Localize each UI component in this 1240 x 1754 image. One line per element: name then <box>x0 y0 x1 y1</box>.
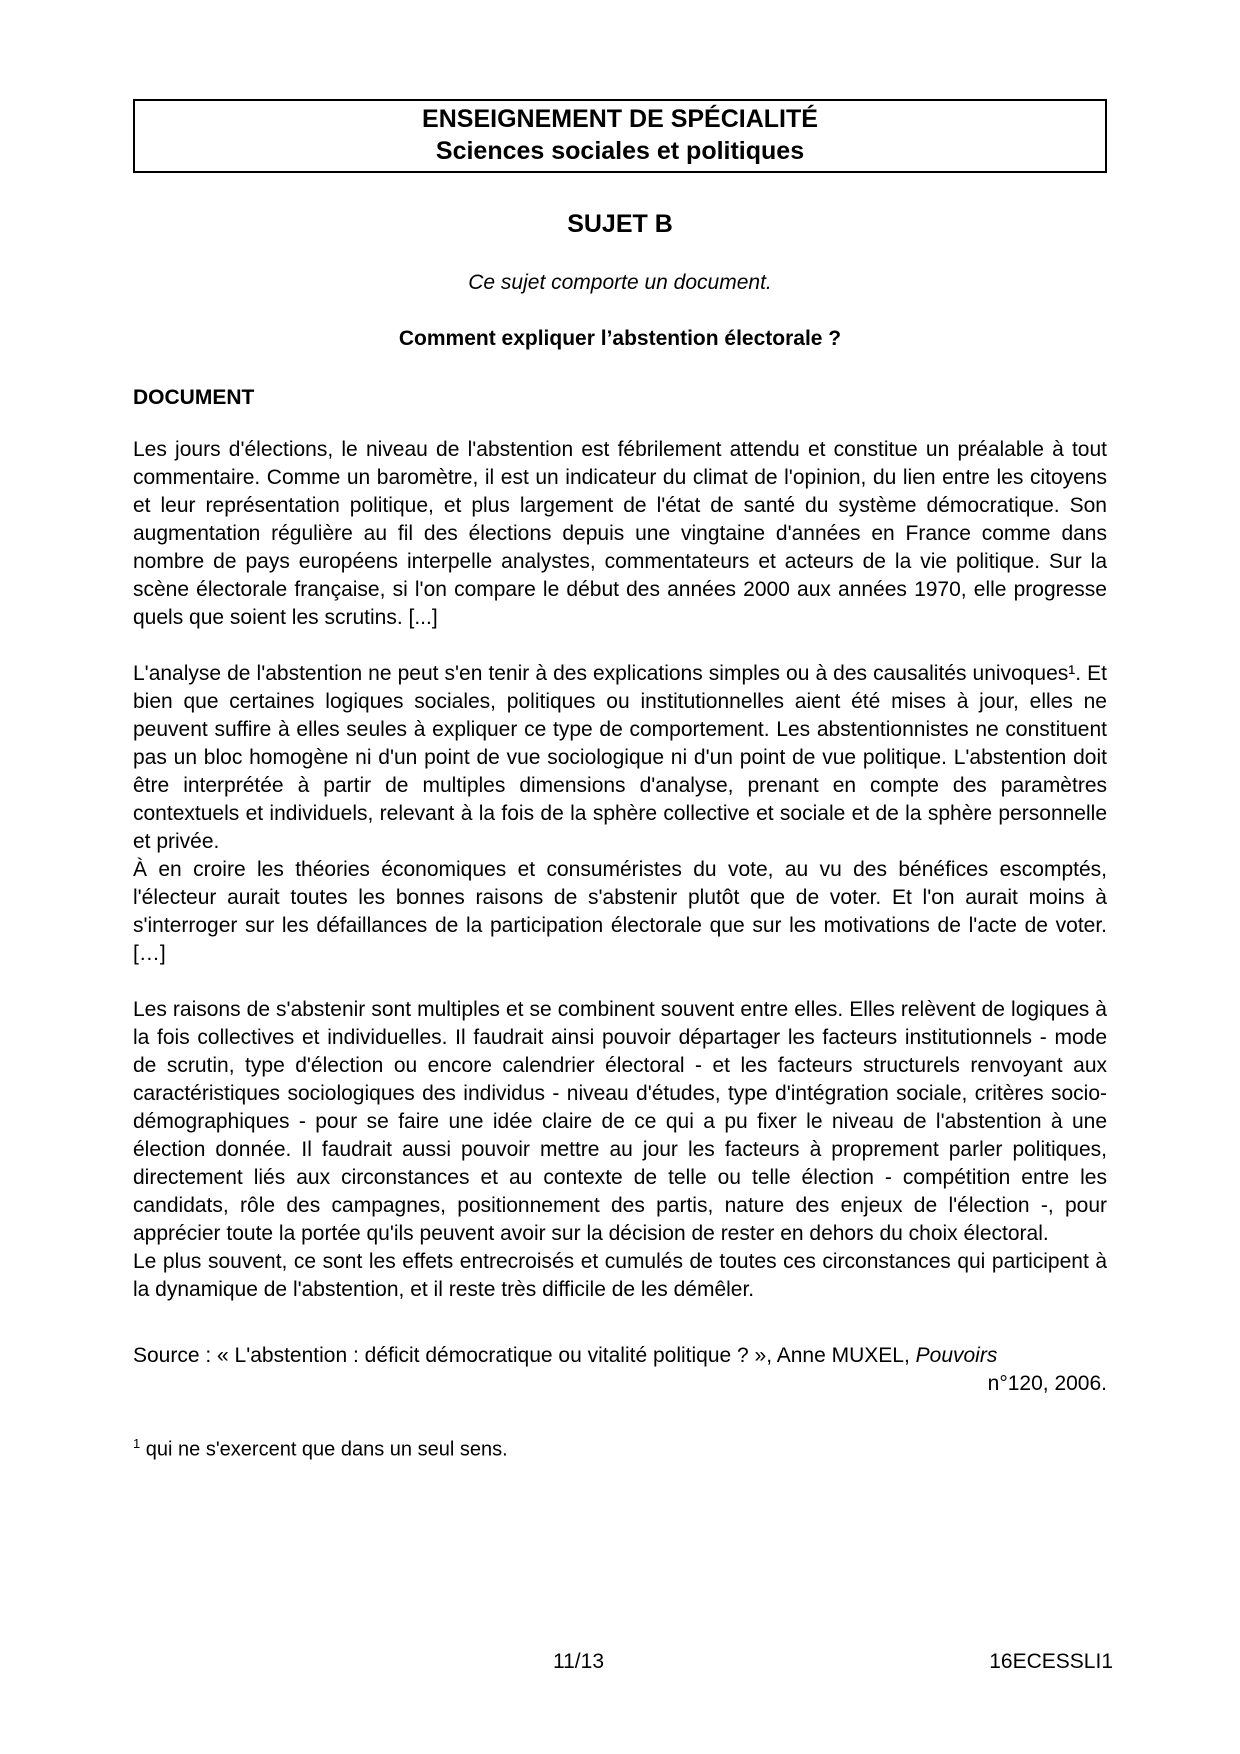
source-citation <box>133 1342 1107 1398</box>
paragraph-block-3 <box>133 996 1107 1304</box>
document-count-notice: Ce sujet comporte un document. <box>468 271 772 294</box>
paragraph-2a: L'analyse de l'abstention ne peut s'en tenir à des explications simples ou à des causalités univoques¹. Et bien que certaines logiques sociales, politiques ou institutionnelles aient été mises à jour, elles ne peuvent suffire à elles seules à expliquer ce type de comportement. Les abstentionnistes ne constituent pas un bloc homogène ni d'un point de vue sociologique ni d'un point de vue politique. L'abstention doit être interprétée à partir de multiples dimensions d'analyse, prenant en compte des paramètres contextuels et individuels, relevant à la fois de la sphère collective et sociale et de la sphère personnelle et privée. <box>133 662 1107 853</box>
header-box <box>133 99 1107 173</box>
paragraph-block-2 <box>133 660 1107 968</box>
page-content <box>133 0 1107 1462</box>
paragraph-3b: Le plus souvent, ce sont les effets entrecroisés et cumulés de toutes ces circonstances qui participent à la dynamique de l'abstention, et il reste très difficile de les démêler. <box>133 1250 1107 1301</box>
page-number: 11/13 <box>553 1650 604 1673</box>
subject-question: Comment expliquer l’abstention électorale ? <box>398 327 842 350</box>
paragraph-3a: Les raisons de s'abstenir sont multiples et se combinent souvent entre elles. Elles relèvent de logiques à la fois collectives et individuelles. Il faudrait ainsi pouvoir départager les facteurs institutionnels - mode de scrutin, type d'élection ou encore calendrier électoral - et les facteurs structurels renvoyant aux caractéristiques sociologiques des individus - niveau d'études, type d'intégration sociale, critères socio-démographiques - pour se faire une idée claire de ce qui a pu fixer le niveau de l'abstention à une élection donnée. Il faudrait aussi pouvoir mettre au jour les facteurs à proprement parler politiques, directement liés aux circonstances et au contexte de telle ou telle élection - compétition entre les candidats, rôle des campagnes, positionnement des partis, nature des enjeux de l'élection -, pour apprécier toute la portée qu'ils peuvent avoir sur la décision de rester en dehors du choix électoral. <box>133 998 1107 1245</box>
header-title-line1: ENSEIGNEMENT DE SPÉCIALITÉ <box>422 105 818 133</box>
header-title-line2: Sciences sociales et politiques <box>435 137 805 165</box>
paragraph-1: Les jours d'élections, le niveau de l'abstention est fébrilement attendu et constitue un préalable à tout commentaire. Comme un baromètre, il est un indicateur du climat de l'opinion, du lien entre les citoyens et leur représentation politique, et plus largement de l'état de santé du système démocratique. Son augmentation régulière au fil des élections depuis une vingtaine d'années en France comme dans nombre de pays européens interpelle analystes, commentateurs et acteurs de la vie politique. Sur la scène électorale française, si l'on compare le début des années 2000 aux années 1970, elle progresse quels que soient les scrutins. [...] <box>133 438 1107 629</box>
source-issue-year: n°120, 2006. <box>987 1372 1107 1395</box>
source-text: Source : « L'abstention : déficit démocratique ou vitalité politique ? », Anne MUXEL, <box>133 1344 916 1367</box>
document-code: 16ECESSLI1 <box>989 1650 1113 1673</box>
document-heading: DOCUMENT <box>133 386 255 409</box>
footnote <box>133 1432 1107 1462</box>
footnote-text: qui ne s'exercent que dans un seul sens. <box>145 1438 508 1461</box>
paragraph-2b: À en croire les théories économiques et consuméristes du vote, au vu des bénéfices escomptés, l'électeur aurait toutes les bonnes raisons de s'abstenir plutôt que de voter. Et l'on aurait moins à s'interroger sur les défaillances de la participation électorale que sur les motivations de l'acte de voter. […] <box>133 858 1107 965</box>
footnote-marker: 1 <box>133 1436 141 1451</box>
source-journal-title: Pouvoirs <box>915 1344 998 1367</box>
subject-title: SUJET B <box>567 210 673 238</box>
page-footer <box>0 1650 1240 1676</box>
